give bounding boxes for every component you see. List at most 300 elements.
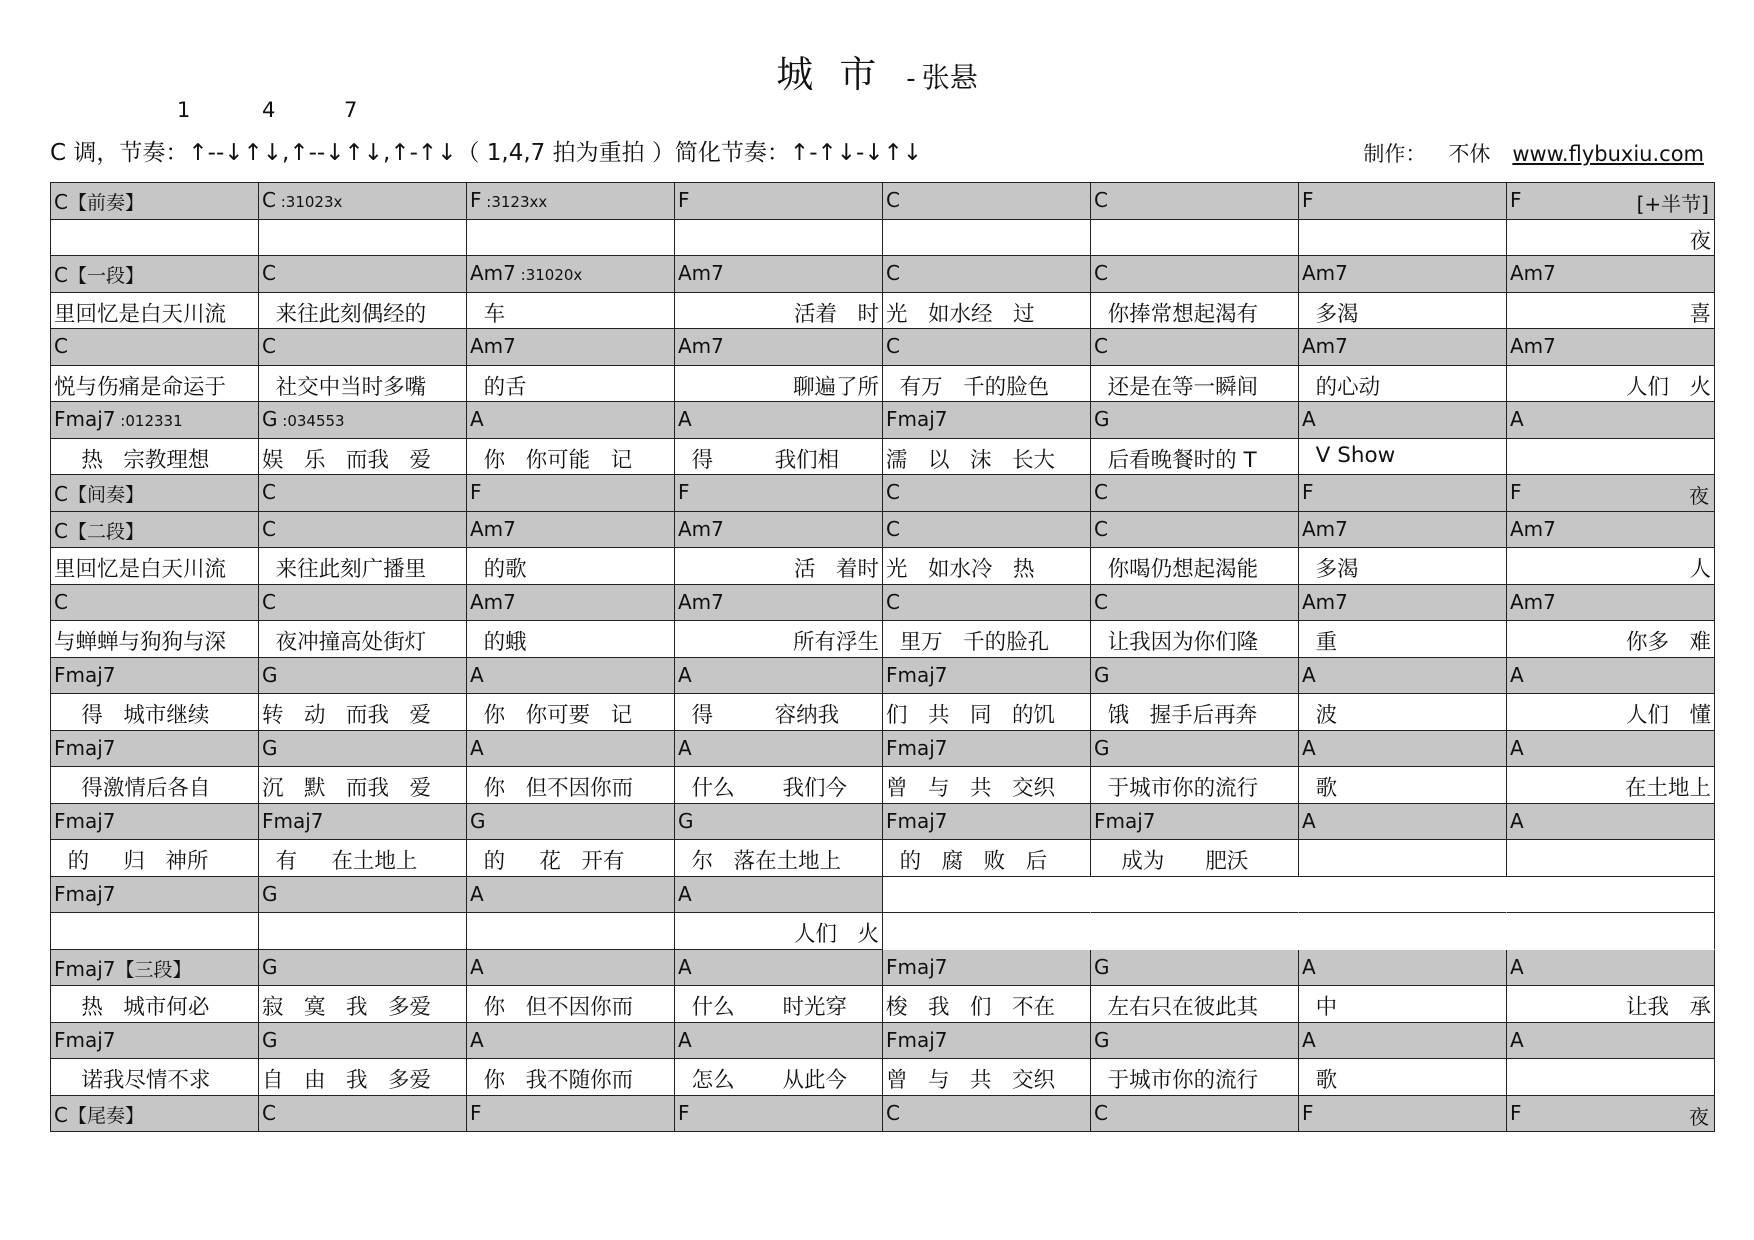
song-title: 城市 <box>776 53 903 96</box>
chord-cell <box>51 731 259 768</box>
chord-name: C <box>1094 188 1108 212</box>
chord-row <box>51 475 1715 512</box>
chord-name: C <box>54 518 68 543</box>
chord-name: Am7 <box>678 261 724 285</box>
chord-name: A <box>678 1027 692 1052</box>
lyric-row <box>51 767 1715 804</box>
song-artist: 张悬 <box>921 61 978 94</box>
chord-cell <box>259 804 467 841</box>
lyric-cell: 你 但不因你而 <box>467 986 675 1023</box>
chord-name: A <box>678 407 692 431</box>
lyric-cell: 得 我们相 <box>675 439 883 476</box>
chord-cell <box>259 1096 467 1133</box>
chord-pattern: :034553 <box>277 412 345 430</box>
chord-cell <box>883 402 1091 439</box>
chord-name: A <box>470 881 484 906</box>
lyric-cell: 让我因为你们隆 <box>1091 621 1299 658</box>
chord-cell <box>883 585 1091 622</box>
chord-cell <box>51 329 259 366</box>
chord-name: F <box>678 188 690 212</box>
empty-cell <box>883 913 1091 950</box>
lyric-row <box>51 366 1715 403</box>
chord-cell <box>883 950 1091 987</box>
lyric-cell <box>1507 840 1715 877</box>
lyric-cell: 里万 千的脸孔 <box>883 621 1091 658</box>
lyric-cell: 自 由 我 多爱 <box>259 1059 467 1096</box>
chord-cell <box>51 1096 259 1133</box>
lyric-cell: 人们 火 <box>1507 366 1715 403</box>
chord-cell <box>259 585 467 622</box>
section-label: 【间奏】 <box>67 484 144 506</box>
chord-cell <box>467 402 675 439</box>
lyric-cell: 左右只在彼此其 <box>1091 986 1299 1023</box>
chord-name: A <box>678 735 692 760</box>
chord-cell <box>675 877 883 914</box>
chord-cell <box>675 256 883 293</box>
chord-name: C <box>1094 334 1108 358</box>
chord-name: Fmaj7 <box>54 662 116 687</box>
chord-name: A <box>1302 954 1316 979</box>
chord-cell <box>1507 512 1715 549</box>
chord-cell <box>1299 1096 1507 1133</box>
chord-name: C <box>1094 1100 1108 1125</box>
chord-cell <box>51 183 259 220</box>
lyric-row <box>51 621 1715 658</box>
lyric-cell: 有 在土地上 <box>259 840 467 877</box>
credit-block <box>1363 138 1704 168</box>
chord-cell <box>675 804 883 841</box>
chord-name: A <box>470 735 484 760</box>
chord-cell <box>51 402 259 439</box>
chord-cell <box>1091 1096 1299 1133</box>
chord-name: Fmaj7 <box>886 407 948 431</box>
chord-cell <box>1299 950 1507 987</box>
lyric-cell: 什么 我们今 <box>675 767 883 804</box>
chord-name: A <box>1302 808 1316 833</box>
chord-name: G <box>262 407 278 431</box>
chord-name: F <box>1302 188 1314 212</box>
chord-cell <box>1299 731 1507 768</box>
lyric-cell: 车 <box>467 293 675 330</box>
chord-name: G <box>262 662 278 687</box>
chord-cell <box>883 256 1091 293</box>
chord-cell <box>259 1023 467 1060</box>
beat-number: 4 <box>262 98 276 122</box>
chord-row <box>51 585 1715 622</box>
lyric-cell: V Show <box>1299 439 1507 476</box>
lyric-cell: 于城市你的流行 <box>1091 767 1299 804</box>
chord-cell <box>1299 512 1507 549</box>
chord-cell <box>1507 183 1715 220</box>
chord-name: F <box>470 480 482 504</box>
chord-cell <box>51 877 259 914</box>
lyric-cell: 活着 时 <box>675 293 883 330</box>
chord-name: F <box>1510 188 1522 212</box>
empty-cell <box>1091 913 1299 950</box>
chord-cell <box>467 256 675 293</box>
chord-name: A <box>1302 735 1316 760</box>
chord-name: C <box>54 334 68 358</box>
lyric-cell: 濡 以 沫 长大 <box>883 439 1091 476</box>
chord-cell <box>1507 1023 1715 1060</box>
chord-name: G <box>262 881 278 906</box>
chord-name: C <box>262 480 276 504</box>
chord-cell <box>467 183 675 220</box>
chord-cell <box>51 1023 259 1060</box>
chord-cell <box>1299 329 1507 366</box>
chord-cell <box>883 329 1091 366</box>
lyric-cell: 来往此刻广播里 <box>259 548 467 585</box>
lyric-row <box>51 1059 1715 1096</box>
chord-name: C <box>886 516 900 541</box>
chord-name: A <box>678 881 692 906</box>
chord-name: A <box>1510 1027 1524 1052</box>
chord-cell <box>1091 475 1299 512</box>
chord-cell <box>883 183 1091 220</box>
chord-name: Am7 <box>470 261 516 285</box>
chord-name: A <box>1302 1027 1316 1052</box>
lyric-cell: 人 <box>1507 548 1715 585</box>
chord-name: Am7 <box>1510 261 1556 285</box>
chord-name: A <box>470 407 484 431</box>
lyric-cell: 得 城市继续 <box>51 694 259 731</box>
lyric-cell: 的 归 神所 <box>51 840 259 877</box>
chord-cell <box>1507 1096 1715 1133</box>
lyric-cell: 成为 肥沃 <box>1091 840 1299 877</box>
lyric-cell: 得激情后各自 <box>51 767 259 804</box>
chord-name: A <box>470 662 484 687</box>
chord-pattern: :31023x <box>275 193 343 211</box>
maker-label: 制作： <box>1363 142 1427 166</box>
chord-cell <box>467 804 675 841</box>
lyric-cell: 转 动 而我 爱 <box>259 694 467 731</box>
lyric-cell: 的舌 <box>467 366 675 403</box>
lyric-cell: 歌 <box>1299 767 1507 804</box>
chord-name: Fmaj7 <box>54 735 116 760</box>
chord-name: Fmaj7 <box>54 407 116 431</box>
chord-name: G <box>678 808 694 833</box>
chord-row <box>51 1023 1715 1060</box>
chord-cell <box>467 1023 675 1060</box>
chord-name: C <box>54 482 68 506</box>
section-label: 【二段】 <box>67 520 144 543</box>
lyric-cell <box>1091 220 1299 257</box>
chord-cell <box>883 512 1091 549</box>
lyric-cell <box>1507 439 1715 476</box>
chord-name: A <box>678 954 692 979</box>
bar-note: [+半节] <box>1636 192 1709 216</box>
lyric-cell: 饿 握手后再奔 <box>1091 694 1299 731</box>
lyric-cell: 的歌 <box>467 548 675 585</box>
chord-name: Fmaj7 <box>54 881 116 906</box>
lyric-cell: 的 花 开有 <box>467 840 675 877</box>
chord-cell <box>883 1023 1091 1060</box>
lyric-cell: 你 你可能 记 <box>467 439 675 476</box>
chord-cell <box>883 804 1091 841</box>
chord-name: F <box>678 1100 690 1125</box>
chord-name: Fmaj7 <box>886 954 948 979</box>
empty-cell <box>1091 877 1299 914</box>
chord-pattern: :012331 <box>115 412 183 430</box>
chord-cell <box>467 512 675 549</box>
chord-cell <box>467 877 675 914</box>
lyric-cell: 你喝仍想起渴能 <box>1091 548 1299 585</box>
chord-name: Am7 <box>678 334 724 358</box>
lyric-row <box>51 548 1715 585</box>
chord-name: A <box>470 954 484 979</box>
lyric-cell: 与蝉蝉与狗狗与深 <box>51 621 259 658</box>
chord-row <box>51 402 1715 439</box>
lyric-cell: 你 但不因你而 <box>467 767 675 804</box>
chord-row <box>51 256 1715 293</box>
chord-cell <box>1091 402 1299 439</box>
empty-cell <box>1507 877 1715 914</box>
chord-cell <box>259 475 467 512</box>
chord-cell <box>1507 475 1715 512</box>
lyric-row <box>51 840 1715 877</box>
lyric-cell: 光 如水冷 热 <box>883 548 1091 585</box>
lyric-cell: 后看晚餐时的 T <box>1091 439 1299 476</box>
empty-cell <box>883 877 1091 914</box>
lyric-cell: 来往此刻偶经的 <box>259 293 467 330</box>
lyric-cell: 们 共 同 的饥 <box>883 694 1091 731</box>
chord-cell <box>259 512 467 549</box>
lyric-cell: 在土地上 <box>1507 767 1715 804</box>
chord-cell <box>51 804 259 841</box>
website-link[interactable]: www.flybuxiu.com <box>1512 142 1704 166</box>
empty-cell <box>1299 913 1507 950</box>
lyric-cell: 你 我不随你而 <box>467 1059 675 1096</box>
chord-name: Fmaj7 <box>54 1027 116 1052</box>
chord-name: Fmaj7 <box>886 735 948 760</box>
lyric-cell <box>1299 840 1507 877</box>
lyric-cell: 的蛾 <box>467 621 675 658</box>
chord-cell <box>1091 950 1299 987</box>
title-block <box>0 44 1754 98</box>
chord-cell <box>675 1096 883 1133</box>
lyric-cell: 人们 懂 <box>1507 694 1715 731</box>
chord-name: A <box>1302 407 1316 431</box>
chord-cell <box>51 950 259 987</box>
lyric-cell: 夜 <box>1507 220 1715 257</box>
chord-name: F <box>1510 1100 1522 1125</box>
chord-name: Am7 <box>470 334 516 358</box>
chord-cell <box>675 402 883 439</box>
lyric-row <box>51 439 1715 476</box>
chord-cell <box>675 950 883 987</box>
lyric-cell: 里回忆是白天川流 <box>51 548 259 585</box>
chord-cell <box>1299 256 1507 293</box>
section-label: 【三段】 <box>115 958 192 981</box>
chord-cell <box>1507 658 1715 695</box>
section-label: 【一段】 <box>67 265 144 287</box>
lyric-cell: 热 宗教理想 <box>51 439 259 476</box>
lyric-cell: 曾 与 共 交织 <box>883 767 1091 804</box>
maker-name: 不休 <box>1448 142 1491 166</box>
chord-cell <box>1507 402 1715 439</box>
lyric-cell: 光 如水经 过 <box>883 293 1091 330</box>
chord-name: C <box>262 516 276 541</box>
chord-name: Fmaj7 <box>886 662 948 687</box>
chord-name: C <box>262 1100 276 1125</box>
chord-pattern: :31020x <box>515 266 583 284</box>
lyric-cell: 梭 我 们 不在 <box>883 986 1091 1023</box>
chord-cell <box>467 585 675 622</box>
lyric-cell <box>883 220 1091 257</box>
chord-name: C <box>886 188 900 212</box>
bar-note: 夜 <box>1689 484 1709 508</box>
chord-cell <box>51 475 259 512</box>
lyric-cell: 还是在等一瞬间 <box>1091 366 1299 403</box>
chord-name: Am7 <box>1302 589 1348 614</box>
chord-name: C <box>1094 589 1108 614</box>
chord-cell <box>467 731 675 768</box>
lyric-cell: 重 <box>1299 621 1507 658</box>
chord-name: C <box>886 261 900 285</box>
chord-cell <box>1507 329 1715 366</box>
lyric-cell <box>1299 220 1507 257</box>
chord-name: Am7 <box>1510 334 1556 358</box>
chord-name: C <box>886 480 900 504</box>
lyric-cell <box>51 913 259 950</box>
chord-name: A <box>1510 407 1524 431</box>
chord-name: C <box>886 589 900 614</box>
lyric-cell: 里回忆是白天川流 <box>51 293 259 330</box>
chord-row <box>51 512 1715 549</box>
chord-cell <box>1091 731 1299 768</box>
chord-name: A <box>1510 735 1524 760</box>
chord-cell <box>51 658 259 695</box>
chord-cell <box>1299 658 1507 695</box>
chord-sheet <box>50 182 1715 1132</box>
chord-name: Am7 <box>1302 261 1348 285</box>
lyric-cell <box>1507 1059 1715 1096</box>
chord-name: C <box>262 334 276 358</box>
lyric-cell: 你捧常想起渴有 <box>1091 293 1299 330</box>
lyric-cell: 沉 默 而我 爱 <box>259 767 467 804</box>
chord-cell <box>883 731 1091 768</box>
chord-name: A <box>1510 662 1524 687</box>
lyric-cell: 社交中当时多嘴 <box>259 366 467 403</box>
lyric-cell: 中 <box>1299 986 1507 1023</box>
lyric-cell: 什么 时光穿 <box>675 986 883 1023</box>
chord-cell <box>1091 256 1299 293</box>
lyric-cell: 的心动 <box>1299 366 1507 403</box>
chord-row <box>51 731 1715 768</box>
chord-name: F <box>1510 480 1522 504</box>
chord-name: C <box>262 589 276 614</box>
chord-name: Fmaj7 <box>54 808 116 833</box>
lyric-cell: 的 腐 败 后 <box>883 840 1091 877</box>
lyric-cell: 你 你可要 记 <box>467 694 675 731</box>
chord-name: F <box>1302 1100 1314 1125</box>
chord-name: Am7 <box>1510 516 1556 541</box>
chord-name: C <box>1094 261 1108 285</box>
chord-cell <box>675 329 883 366</box>
lyric-cell: 热 城市何必 <box>51 986 259 1023</box>
lyric-cell: 波 <box>1299 694 1507 731</box>
chord-cell <box>1299 183 1507 220</box>
chord-name: F <box>1302 480 1314 504</box>
chord-cell <box>259 256 467 293</box>
lyric-row <box>51 293 1715 330</box>
chord-name: Am7 <box>470 516 516 541</box>
chord-name: C <box>54 1102 68 1127</box>
chord-name: C <box>54 263 68 287</box>
chord-cell <box>51 512 259 549</box>
chord-name: G <box>262 1027 278 1052</box>
chord-cell <box>675 585 883 622</box>
chord-name: C <box>262 261 276 285</box>
chord-cell <box>1299 1023 1507 1060</box>
chord-cell <box>259 658 467 695</box>
chord-row <box>51 329 1715 366</box>
chord-name: A <box>1510 954 1524 979</box>
chord-cell <box>1091 512 1299 549</box>
lyric-row <box>51 913 1715 950</box>
chord-cell <box>1299 475 1507 512</box>
chord-cell <box>1091 585 1299 622</box>
chord-cell <box>467 1096 675 1133</box>
bar-note: 夜 <box>1689 1104 1709 1129</box>
chord-cell <box>675 658 883 695</box>
chord-row <box>51 1096 1715 1133</box>
section-label: 【前奏】 <box>67 192 144 214</box>
chord-cell <box>1091 1023 1299 1060</box>
chord-cell <box>1507 585 1715 622</box>
chord-pattern: :3123xx <box>481 193 548 211</box>
chord-cell <box>467 950 675 987</box>
chord-row <box>51 183 1715 220</box>
chord-name: G <box>1094 954 1110 979</box>
lyric-cell: 尔 落在土地上 <box>675 840 883 877</box>
lyric-cell: 你多 难 <box>1507 621 1715 658</box>
chord-cell <box>51 585 259 622</box>
chord-cell <box>467 329 675 366</box>
chord-cell <box>883 475 1091 512</box>
chord-cell <box>467 658 675 695</box>
chord-name: G <box>262 954 278 979</box>
lyric-cell: 诺我尽情不求 <box>51 1059 259 1096</box>
chord-row <box>51 658 1715 695</box>
section-label: 【尾奏】 <box>67 1104 144 1127</box>
chord-row <box>51 877 1715 914</box>
chord-name: C <box>54 589 68 614</box>
chord-name: Fmaj7 <box>1094 808 1156 833</box>
beat-number: 1 <box>177 98 191 122</box>
lyric-row <box>51 694 1715 731</box>
lyric-cell: 娱 乐 而我 爱 <box>259 439 467 476</box>
lyric-cell: 人们 火 <box>675 913 883 950</box>
chord-name: A <box>470 1027 484 1052</box>
chord-name: Fmaj7 <box>54 956 116 981</box>
chord-name: Am7 <box>1510 589 1556 614</box>
chord-cell <box>259 329 467 366</box>
chord-cell <box>1091 658 1299 695</box>
chord-name: C <box>886 334 900 358</box>
lyric-cell <box>675 220 883 257</box>
lyric-cell: 怎么 从此今 <box>675 1059 883 1096</box>
chord-name: C <box>886 1100 900 1125</box>
chord-name: F <box>470 1100 482 1125</box>
chord-name: F <box>678 480 690 504</box>
chord-cell <box>675 183 883 220</box>
lyric-cell: 多渴 <box>1299 293 1507 330</box>
lyric-cell: 多渴 <box>1299 548 1507 585</box>
lyric-cell <box>51 220 259 257</box>
chord-name: G <box>470 808 486 833</box>
chord-name: Fmaj7 <box>262 808 324 833</box>
